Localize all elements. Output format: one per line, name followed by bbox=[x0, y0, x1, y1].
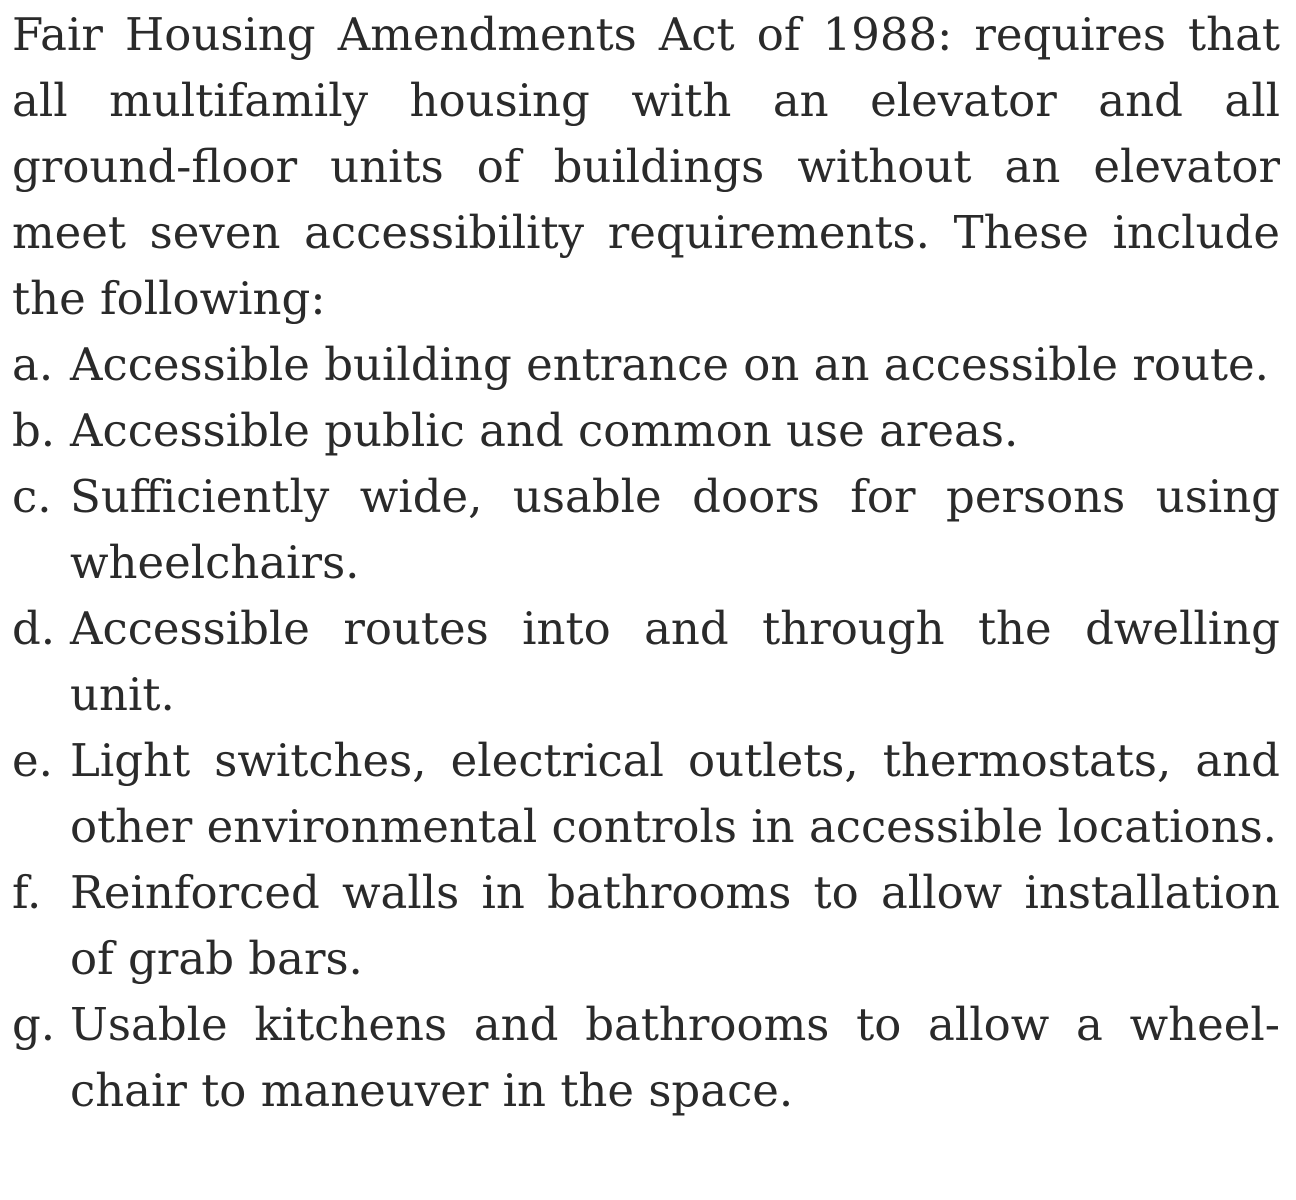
list-item bbox=[12, 992, 1280, 1124]
list-item-letter: b. bbox=[12, 404, 56, 457]
list-item-text: Sufficiently wide, usable doors for persons using wheelchairs. bbox=[70, 470, 1280, 589]
intro-paragraph: Fair Housing Amendments Act of 1988: requires that all multifamily housing with an elevator and all ground-floor units of buildings without an elevator meet seven accessibility requirements. These include the following: bbox=[12, 8, 1280, 325]
list-item-text: Light switches, electrical outlets, thermostats, and other environmental controls in accessible locations. bbox=[70, 734, 1280, 853]
list-item-text: Accessible public and common use areas. bbox=[70, 404, 1019, 457]
list-item-letter: f. bbox=[12, 866, 42, 919]
list-item-letter: g. bbox=[12, 998, 56, 1051]
list-item-text: Usable kitchens and bathrooms to allow a wheelchair to maneuver in the space. bbox=[70, 998, 1280, 1117]
list-item-text: Reinforced walls in bathrooms to allow installation of grab bars. bbox=[70, 866, 1280, 985]
list-item bbox=[12, 596, 1280, 728]
list-item-text: Accessible routes into and through the dwelling unit. bbox=[70, 602, 1280, 721]
list-item-text: Accessible building entrance on an accessible route. bbox=[70, 338, 1269, 391]
list-item bbox=[12, 398, 1280, 464]
list-item bbox=[12, 728, 1280, 860]
list-item bbox=[12, 332, 1280, 398]
list-item-letter: e. bbox=[12, 734, 53, 787]
list-item bbox=[12, 464, 1280, 596]
requirements-list bbox=[12, 332, 1280, 1124]
list-item-letter: c. bbox=[12, 470, 52, 523]
list-item-letter: a. bbox=[12, 338, 54, 391]
list-item-letter: d. bbox=[12, 602, 56, 655]
list-item bbox=[12, 860, 1280, 992]
